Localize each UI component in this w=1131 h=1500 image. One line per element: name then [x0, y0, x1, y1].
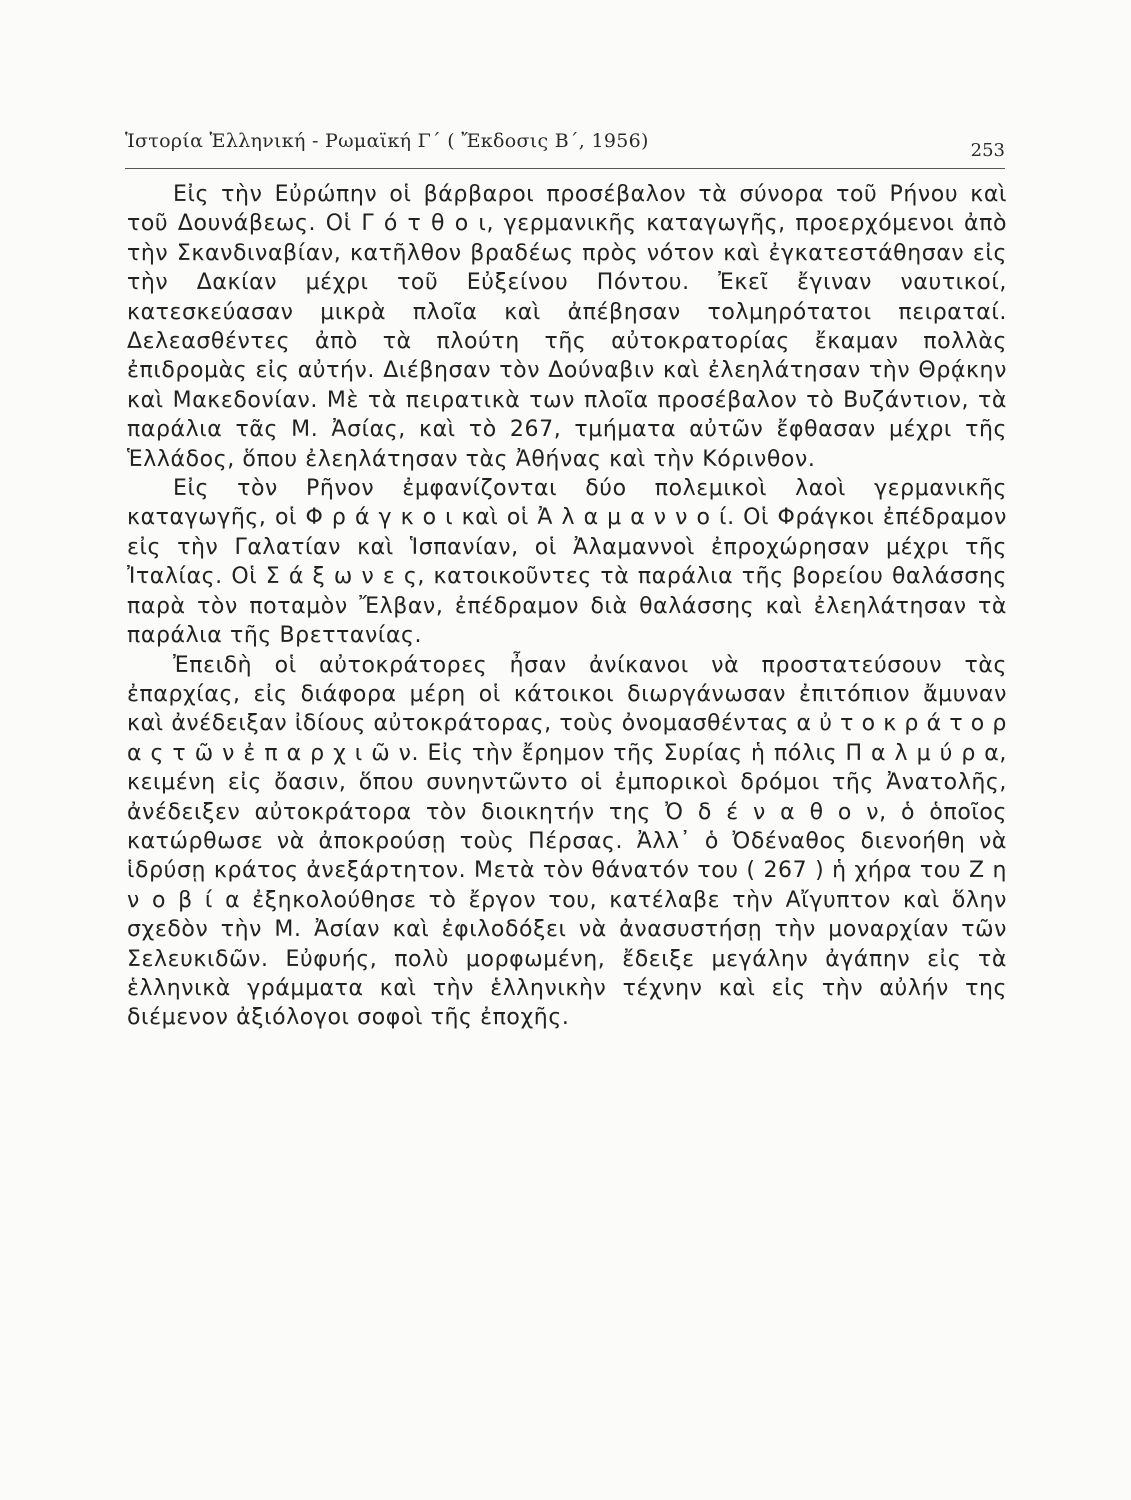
page-number: 253: [970, 140, 1005, 161]
body-text: [127, 180, 1007, 1033]
paragraph-goths: Εἰς τὴν Εὐρώπην οἱ βάρβαροι προσέβαλον τὰ σύνορα τοῦ Ρήνου καὶ τοῦ Δουνάβεως. Οἱ Γ ό τ θ ο ι, γερμανικῆς καταγωγῆς, προερχόμενοι ἀπὸ τὴν Σκανδιναβίαν, κατῆλθον βραδέως πρὸς νότον καὶ ἐγκατεστάθησαν εἰς τὴν Δακίαν μέχρι τοῦ Εὐξείνου Πόντου. Ἐκεῖ ἔγιναν ναυτικοί, κατεσκεύασαν μικρὰ πλοῖα καὶ ἀπέβησαν τολμηρότατοι πειραταί. Δελεασθέντες ἀπὸ τὰ πλούτη τῆς αὐτοκρατορίας ἔκαμαν πολλὰς ἐπιδρομὰς εἰς αὐτήν. Διέβησαν τὸν Δούναβιν καὶ ἐλεηλάτησαν τὴν Θρᾴκην καὶ Μακεδονίαν. Μὲ τὰ πειρατικὰ των πλοῖα προσέβαλον τὸ Βυζάντιον, τὰ παράλια τᾶς Μ. Ἀσίας, καὶ τὸ 267, τμήματα αὐτῶν ἔφθασαν μέχρι τῆς Ἑλλάδος, ὅπου ἐλεηλάτησαν τὰς Ἀθήνας καὶ τὴν Κόρινθον.: [127, 182, 1007, 472]
running-header: [125, 128, 1005, 169]
paragraph-franks-alamanni-saxons: Εἰς τὸν Ρῆνον ἐμφανίζονται δύο πολεμικοὶ λαοὶ γερμανικῆς καταγωγῆς, οἱ Φ ρ ά γ κ ο ι καὶ οἱ Ἀ λ α μ α ν ν ο ί. Οἱ Φράγκοι ἐπέδραμον εἰς τὴν Γαλατίαν καὶ Ἱσπανίαν, οἱ Ἀλαμαννοὶ ἐπροχώρησαν μέχρι τῆς Ἰταλίας. Οἱ Σ ά ξ ω ν ε ς, κατοικοῦντες τὰ παράλια τῆς βορείου θαλάσσης παρὰ τὸν ποταμὸν Ἔλβαν, ἐπέδραμον διὰ θαλάσσης καὶ ἐλεηλάτησαν τὰ παράλια τῆς Βρεττανίας.: [127, 476, 1007, 649]
paragraph-provincial-emperors: Ἐπειδὴ οἱ αὐτοκράτορες ἦσαν ἀνίκανοι νὰ προστατεύσουν τὰς ἐπαρχίας, εἰς διάφορα μέρη οἱ κάτοικοι διωργάνωσαν ἐπιτόπιον ἄμυναν καὶ ἀνέδειξαν ἰδίους αὐτοκράτορας, τοὺς ὀνομασθέντας α ὐ τ ο κ ρ ά τ ο ρ α ς τ ῶ ν ἐ π α ρ χ ι ῶ ν. Εἰς τὴν ἔρημον τῆς Συρίας ἡ πόλις Π α λ μ ύ ρ α, κειμένη εἰς ὄασιν, ὅπου συνηντῶντο οἱ ἐμπορικοὶ δρόμοι τῆς Ἀνατολῆς, ἀνέδειξεν αὐτοκράτορα τὸν διοικητήν της Ὀ δ έ ν α θ ο ν, ὁ ὁποῖος κατώρθωσε νὰ ἀποκρούσῃ τοὺς Πέρσας. Ἀλλ᾽ ὁ Ὀδέναθος διενοήθη νὰ ἱδρύσῃ κράτος ἀνεξάρτητον. Μετὰ τὸν θάνατόν του ( 267 ) ἡ χήρα του Ζ η ν ο β ί α ἐξηκολούθησε τὸ ἔργον του, κατέλαβε τὴν Αἴγυπτον καὶ ὅλην σχεδὸν τὴν Μ. Ἀσίαν καὶ ἐφιλοδόξει νὰ ἀνασυστήσῃ τὴν μοναρχίαν τῶν Σελευκιδῶν. Εὐφυής, πολὺ μορφωμένη, ἔδειξε μεγάλην ἀγάπην εἰς τὰ ἑλληνικὰ γράμματα καὶ τὴν ἑλληνικὴν τέχνην καὶ εἰς τὴν αὐλήν της διέμενον ἀξιόλογοι σοφοὶ τῆς ἐποχῆς.: [127, 652, 1007, 1031]
header-title: Ἱστορία Ἑλληνική - Ρωμαϊκή Γ΄ ( Ἔκδοσις Β΄, 1956): [125, 130, 649, 152]
